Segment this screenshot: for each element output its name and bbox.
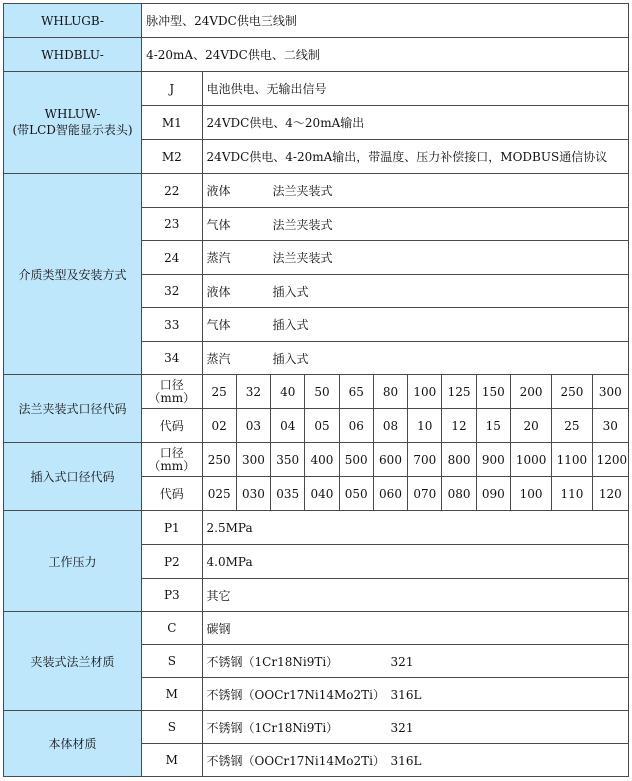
table-row <box>4 711 629 744</box>
table-row <box>4 612 629 645</box>
size-label <box>142 375 202 409</box>
size-cell: 50 <box>305 375 339 409</box>
flange-dn-label: 法兰夹装式口径代码 <box>4 375 142 443</box>
size-cell: 800 <box>442 443 476 477</box>
option-code: S <box>142 711 202 744</box>
option-desc <box>202 174 628 208</box>
size-unit: （mm） <box>148 390 196 405</box>
option-desc <box>202 308 628 342</box>
material-grade: 316L <box>390 753 422 768</box>
media-type: 蒸汽 <box>206 251 231 265</box>
code-cell: 090 <box>476 477 510 511</box>
material-name: 不锈钢（OOCr17Ni14Mo2Ti） <box>206 687 386 702</box>
option-desc <box>202 744 628 777</box>
table-row <box>4 443 629 477</box>
material-name: 不锈钢（1Cr18Ni9Ti） <box>206 654 339 669</box>
option-code: 34 <box>142 342 202 375</box>
code-cell: 050 <box>339 477 373 511</box>
size-cell: 32 <box>236 375 270 409</box>
code-cell: 04 <box>271 409 305 443</box>
code-cell: 070 <box>408 477 442 511</box>
material-name: 碳钢 <box>206 621 231 636</box>
size-label <box>142 443 202 477</box>
media-type: 液体 <box>206 184 231 198</box>
media-type: 液体 <box>206 284 231 299</box>
model-spec-table <box>3 3 629 777</box>
option-desc <box>202 645 628 678</box>
material-name: 不锈钢（OOCr17Ni14Mo2Ti） <box>206 753 386 768</box>
size-cell: 150 <box>476 375 510 409</box>
size-cell: 25 <box>202 375 236 409</box>
code-cell: 15 <box>476 409 510 443</box>
option-desc: 24VDC供电、4-20mA输出，带温度、压力补偿接口，MODBUS通信协议 <box>202 140 628 174</box>
size-cell: 350 <box>271 443 305 477</box>
option-code: S <box>142 645 202 678</box>
option-desc <box>202 678 628 711</box>
mount-type: 法兰夹装式 <box>272 184 333 198</box>
pressure-label: 工作压力 <box>4 511 142 612</box>
mount-type: 法兰夹装式 <box>272 217 333 232</box>
option-desc: 电池供电、无输出信号 <box>202 72 628 106</box>
size-cell: 40 <box>271 375 305 409</box>
size-cell: 300 <box>592 375 628 409</box>
display-sublabel: (带LCD智能显示表头) <box>12 123 133 137</box>
table-row <box>4 375 629 409</box>
size-cell: 1200 <box>592 443 628 477</box>
medium-label: 介质类型及安装方式 <box>4 174 142 375</box>
code-cell: 30 <box>592 409 628 443</box>
size-cell: 80 <box>373 375 407 409</box>
code-label: 代码 <box>142 477 202 511</box>
option-desc <box>202 241 628 275</box>
material-grade: 321 <box>390 654 414 669</box>
material-name: 不锈钢（1Cr18Ni9Ti） <box>206 720 339 735</box>
option-code: J <box>142 72 202 106</box>
mount-type: 插入式 <box>272 284 309 299</box>
media-type: 蒸汽 <box>206 351 231 366</box>
size-cell: 900 <box>476 443 510 477</box>
insert-dn-label: 插入式口径代码 <box>4 443 142 511</box>
option-desc: 2.5MPa <box>202 511 628 545</box>
size-cell: 600 <box>373 443 407 477</box>
option-desc <box>202 612 628 645</box>
code-cell: 100 <box>510 477 551 511</box>
code-cell: 25 <box>552 409 592 443</box>
table-row <box>4 72 629 106</box>
size-cell: 1100 <box>552 443 592 477</box>
table-row <box>4 511 629 545</box>
option-desc: 其它 <box>202 579 628 612</box>
series-label: WHDBLU- <box>4 38 142 72</box>
material-grade: 321 <box>390 720 414 735</box>
display-label: WHLUW- <box>44 107 101 121</box>
option-code: 23 <box>142 208 202 241</box>
code-label: 代码 <box>142 409 202 443</box>
option-desc: 24VDC供电、4～20mA输出 <box>202 106 628 140</box>
code-cell: 20 <box>510 409 551 443</box>
code-cell: 120 <box>592 477 628 511</box>
code-cell: 08 <box>373 409 407 443</box>
size-cell: 500 <box>339 443 373 477</box>
option-code: 32 <box>142 275 202 308</box>
size-unit: （mm） <box>148 458 196 473</box>
display-label-cell <box>4 72 142 174</box>
mount-type: 法兰夹装式 <box>272 251 333 265</box>
code-cell: 030 <box>236 477 270 511</box>
media-type: 气体 <box>206 318 231 332</box>
mount-type: 插入式 <box>272 351 309 366</box>
table-row <box>4 4 629 38</box>
table-row <box>4 174 629 208</box>
option-code: M2 <box>142 140 202 174</box>
material-grade: 316L <box>390 687 422 702</box>
option-desc: 4.0MPa <box>202 545 628 579</box>
option-code: P3 <box>142 579 202 612</box>
size-cell: 400 <box>305 443 339 477</box>
body-material-label: 本体材质 <box>4 711 142 777</box>
code-cell: 035 <box>271 477 305 511</box>
code-cell: 03 <box>236 409 270 443</box>
flange-material-label: 夹装式法兰材质 <box>4 612 142 711</box>
size-cell: 250 <box>202 443 236 477</box>
option-code: P2 <box>142 545 202 579</box>
media-type: 气体 <box>206 217 231 232</box>
option-code: 33 <box>142 308 202 342</box>
option-desc <box>202 275 628 308</box>
option-code: M1 <box>142 106 202 140</box>
size-label-line: 口径 <box>159 445 184 460</box>
series-desc: 4-20mA、24VDC供电、二线制 <box>142 38 629 72</box>
table-row <box>4 38 629 72</box>
code-cell: 080 <box>442 477 476 511</box>
option-desc <box>202 342 628 375</box>
series-label: WHLUGB- <box>4 4 142 38</box>
series-desc: 脉冲型、24VDC供电三线制 <box>142 4 629 38</box>
size-cell: 1000 <box>510 443 551 477</box>
size-label-line: 口径 <box>159 377 184 392</box>
code-cell: 110 <box>552 477 592 511</box>
option-code: P1 <box>142 511 202 545</box>
code-cell: 12 <box>442 409 476 443</box>
option-code: 22 <box>142 174 202 208</box>
option-code: M <box>142 678 202 711</box>
size-cell: 100 <box>408 375 442 409</box>
code-cell: 025 <box>202 477 236 511</box>
size-cell: 65 <box>339 375 373 409</box>
code-cell: 02 <box>202 409 236 443</box>
size-cell: 200 <box>510 375 551 409</box>
mount-type: 插入式 <box>272 318 309 332</box>
code-cell: 05 <box>305 409 339 443</box>
option-code: C <box>142 612 202 645</box>
size-cell: 700 <box>408 443 442 477</box>
option-desc <box>202 208 628 241</box>
size-cell: 125 <box>442 375 476 409</box>
size-cell: 300 <box>236 443 270 477</box>
code-cell: 060 <box>373 477 407 511</box>
option-code: M <box>142 744 202 777</box>
code-cell: 06 <box>339 409 373 443</box>
code-cell: 10 <box>408 409 442 443</box>
size-cell: 250 <box>552 375 592 409</box>
option-code: 24 <box>142 241 202 275</box>
code-cell: 040 <box>305 477 339 511</box>
option-desc <box>202 711 628 744</box>
